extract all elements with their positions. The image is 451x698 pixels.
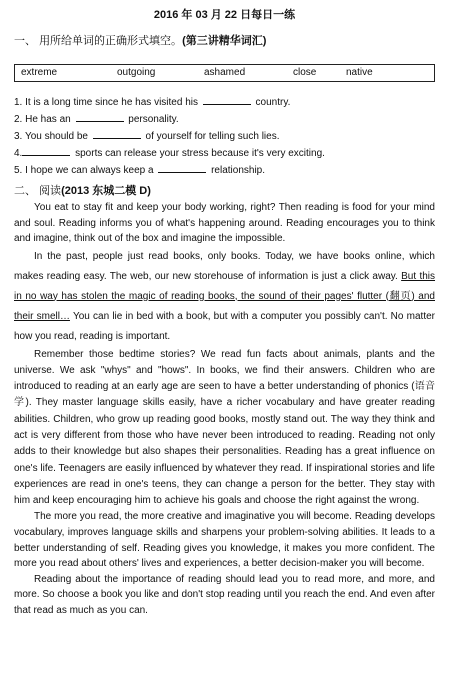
section-2-heading — [14, 183, 435, 200]
underlined-sentence: But this in no way has stolen the magic of reading books, the sound of their pages' flutter (翻页) and their smell… — [14, 270, 436, 322]
section-2-instruction: 阅读 — [39, 185, 62, 197]
page-title: 2016 年 03 月 22 日每日一练 — [153, 9, 296, 21]
section-1-heading — [14, 34, 435, 49]
sentence-4: 4. sports can release your stress because it's very exciting. — [14, 145, 435, 162]
word-bank-item: outgoing — [117, 67, 156, 78]
section-1-number: 一、 — [14, 35, 36, 47]
section-1-instruction: 用所给单词的正确形式填空。 — [39, 35, 183, 47]
sentence-5: 5. I hope we can always keep a relationship. — [14, 162, 435, 179]
word-bank-item: ashamed — [204, 67, 246, 78]
word-bank-item: extreme — [21, 67, 58, 78]
answer-blank[interactable] — [76, 111, 124, 122]
sentence-1: 1. It is a long time since he has visited his country. — [14, 94, 435, 111]
passage-paragraph-3: Remember those bedtime stories? We read fun facts about animals, plants and the universe. We ask "whys" and "hows". In books, we find their answers. Children who are introduced to reading at an early age are seen to have a better understanding of phonics (语音学). They master language skills easily, have a richer vocabulary and have greater reading abilities. Children, who grow up reading good books, mostly stand out. The way they think and act is very different from those who have never been introduced to reading. Reading not only adds to their knowledge but also shapes their personalities. Reading has a great influence on one's life. Teenagers are easily influenced by whatever they read. If inspirational stories and life experiences are read in one's teens, they can change a person for the better. They stay with him and keep encouraging him to achieve his goals and choose the right against the wrong. — [14, 348, 435, 507]
passage-paragraph-1: You eat to stay fit and keep your body working, right? Then reading is food for your mind and soul. Reading informs you of what's happening around. Reading encourages you to think and imagine, think out of the box and imagine the impossible. — [14, 202, 435, 244]
sentence-3: 3. You should be of yourself for telling such lies. — [14, 128, 435, 145]
answer-blank[interactable] — [203, 94, 251, 105]
word-bank-item: close — [293, 67, 317, 78]
passage-paragraph-4: The more you read, the more creative and imaginative you will become. Reading develops vocabulary, improves language skills and sharpens your problem-solving abilities. It leads to a better understanding of self. Reading gives you knowledge, it makes you more confident. The more you read about others' lives and experiences, a better decision-maker you will become. — [14, 511, 435, 570]
section-2-subtitle: (2013 东城二模 D) — [61, 185, 151, 197]
passage-paragraph-5: Reading about the importance of reading should lead you to read more, and more, and more. So choose a book you like and don't stop reading until you reach the end. And even after that read as much as you can. — [14, 573, 435, 617]
section-1-subtitle: (第三讲精华词汇) — [182, 35, 267, 47]
answer-blank[interactable] — [158, 162, 206, 173]
word-bank-item: native — [346, 67, 373, 78]
sentence-2: 2. He has an personality. — [14, 111, 435, 128]
worksheet-page — [14, 8, 435, 619]
reading-passage — [14, 200, 435, 619]
fill-in-sentences — [14, 94, 435, 179]
passage-paragraph-2: In the past, people just read books, only books. Today, we have books online, which makes reading easy. The web, our new storehouse of information is just a click away. But this in no way has stolen the magic of reading books, the sound of their pages' flutter (翻页) and their smell… You can lie in bed with a book, but with a computer you possibly can't. No matter how you read, reading is important. — [14, 250, 436, 342]
answer-blank[interactable] — [22, 145, 70, 156]
section-2-number: 二、 — [14, 185, 36, 197]
answer-blank[interactable] — [93, 128, 141, 139]
word-bank-box — [14, 64, 435, 82]
